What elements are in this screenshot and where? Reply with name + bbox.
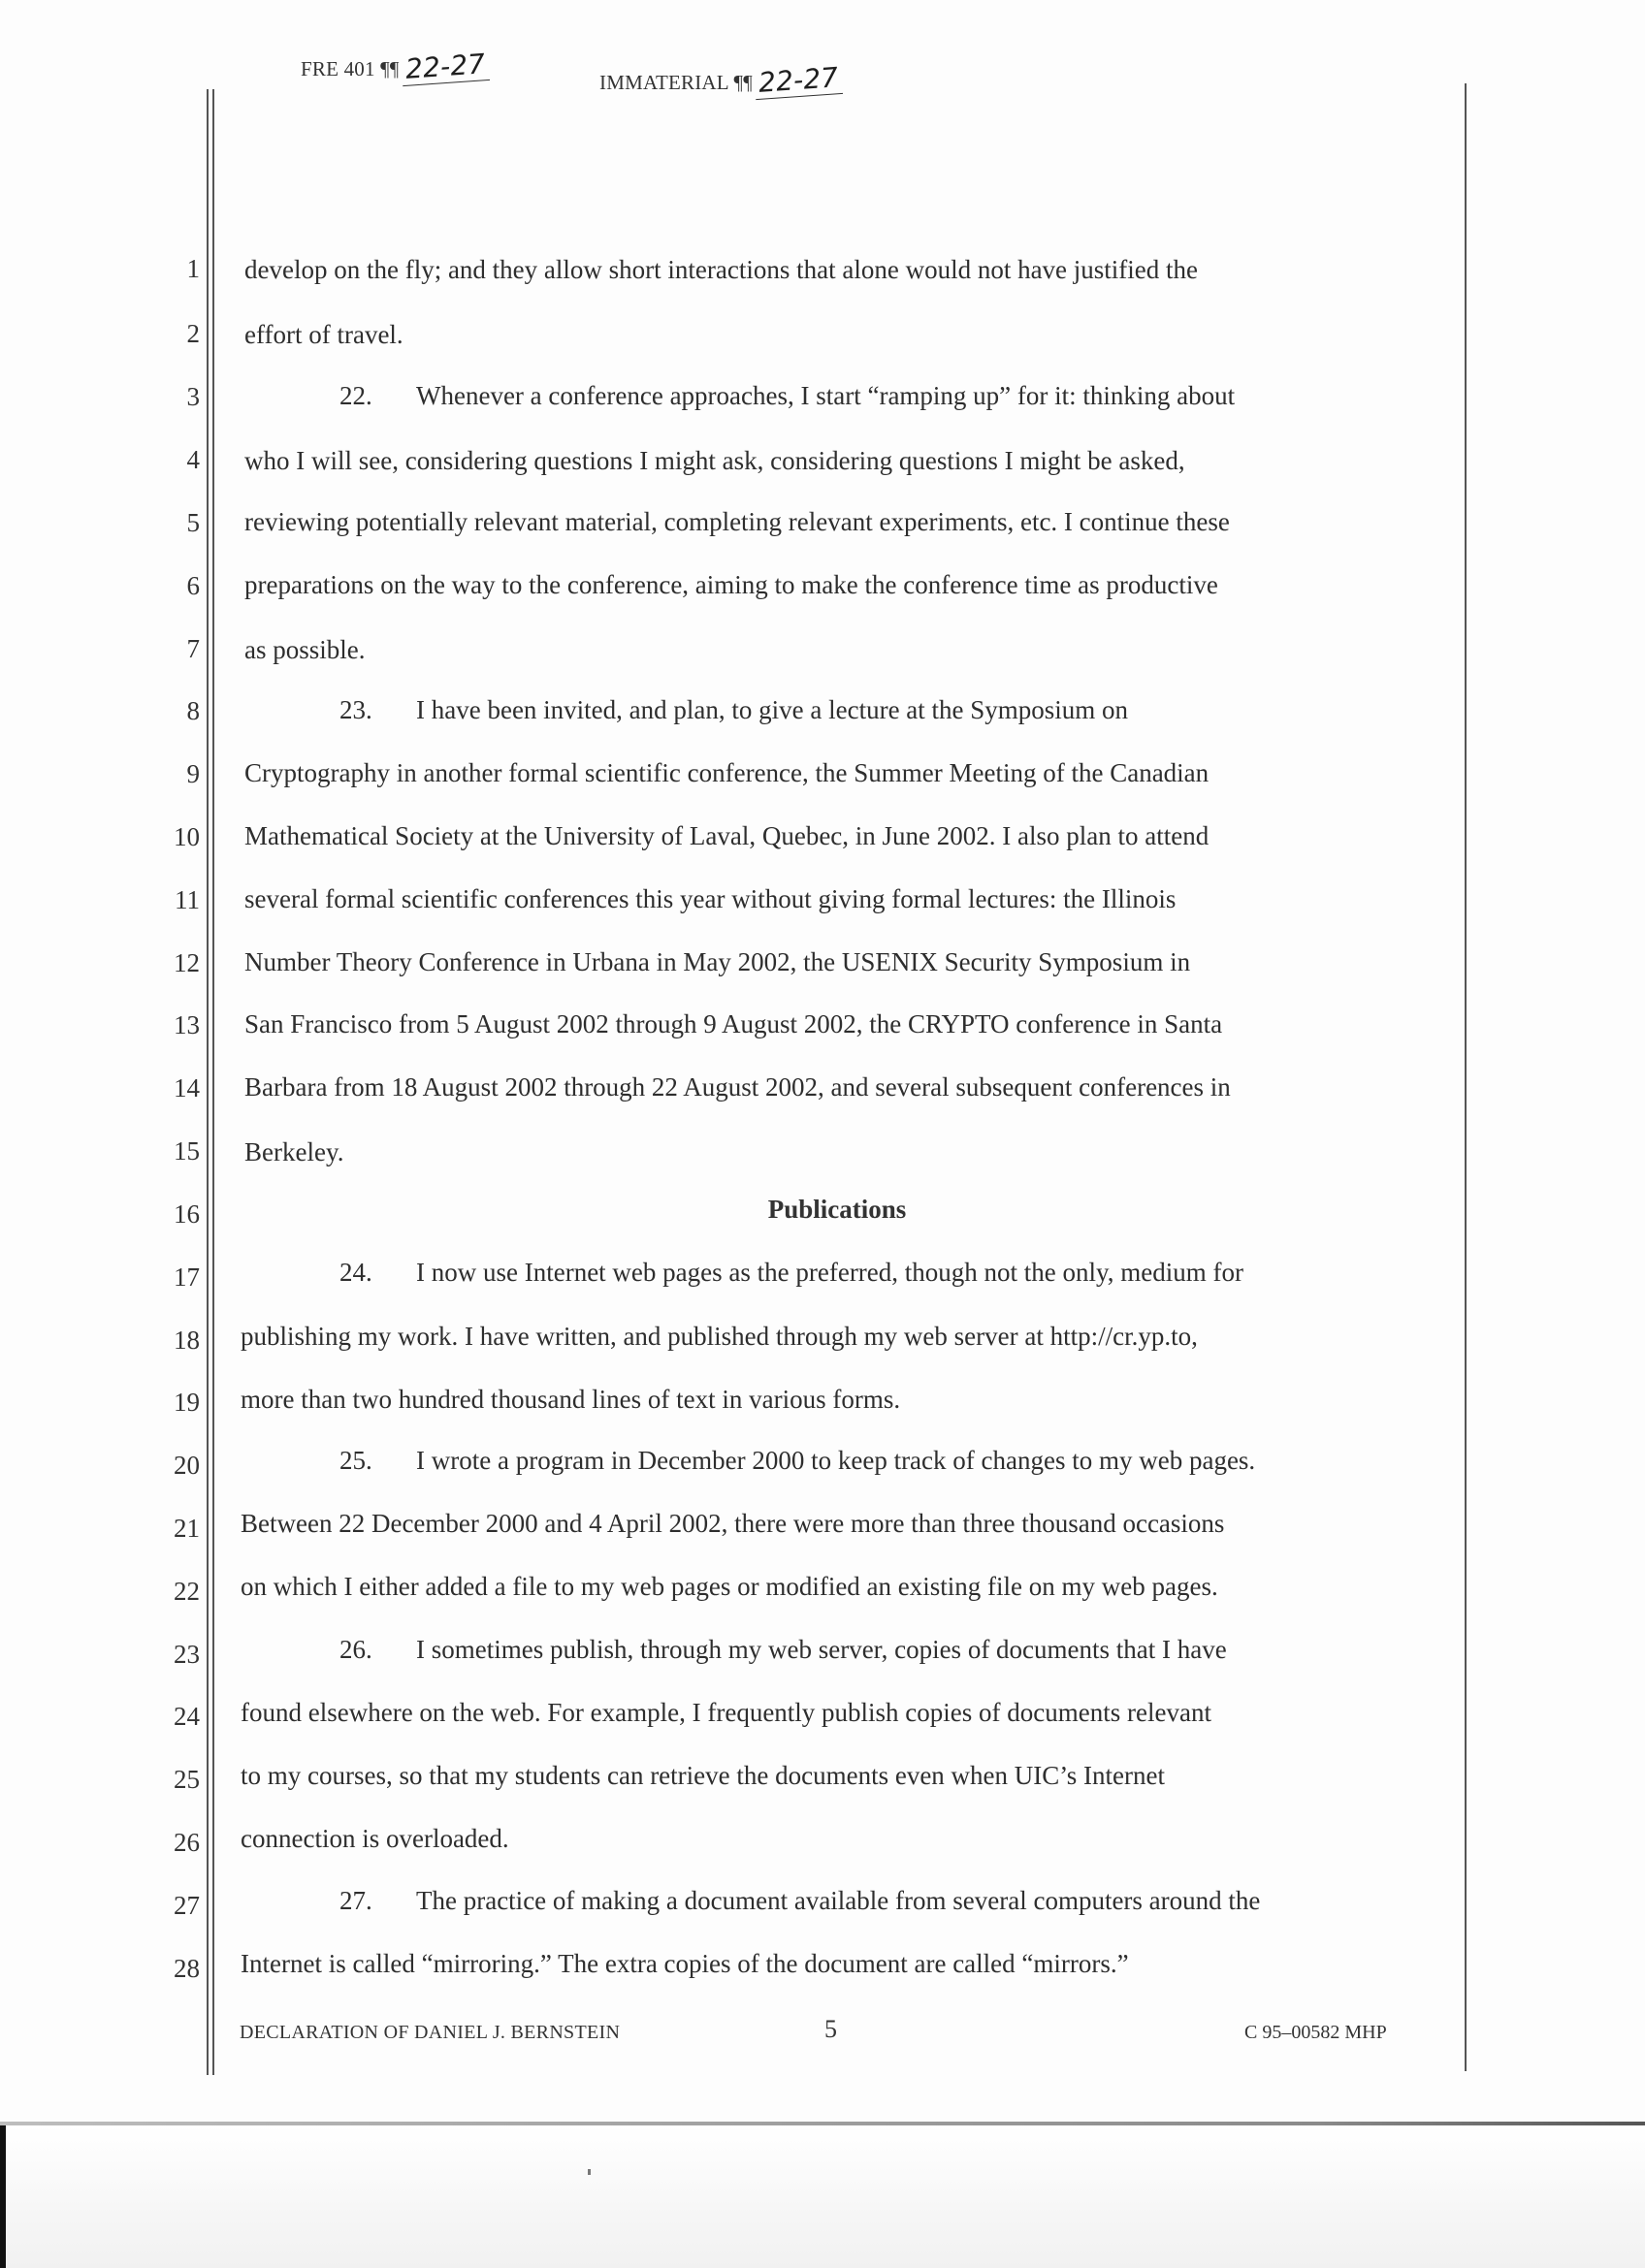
immaterial-label: IMMATERIAL ¶¶: [599, 71, 753, 94]
line-number: 16: [174, 1199, 200, 1229]
fre-401-stamp: [301, 50, 489, 83]
line-number: 24: [174, 1702, 200, 1731]
line-number: 17: [174, 1262, 200, 1292]
scanner-bed-area: [0, 2125, 1645, 2268]
line-number: 10: [174, 822, 200, 851]
left-margin-rule-outer: [207, 89, 209, 2075]
line-number: 2: [186, 319, 200, 348]
scanner-dark-border: [0, 2125, 6, 2268]
line-number: 4: [186, 445, 200, 474]
body-line: publishing my work. I have written, and published through my web server at http://cr.yp.to,: [241, 1322, 1198, 1351]
line-number: 28: [174, 1954, 200, 1983]
body-line: Berkeley.: [244, 1137, 344, 1166]
line-number: 11: [175, 885, 200, 914]
line-number: 21: [174, 1514, 200, 1543]
immaterial-stamp: [599, 61, 842, 99]
line-number: 5: [186, 508, 200, 537]
body-line: San Francisco from 5 August 2002 through 9 August 2002, the CRYPTO conference in Santa: [244, 1009, 1223, 1038]
body-line: who I will see, considering questions I might ask, considering questions I might be asked,: [244, 446, 1185, 475]
paragraph-24-start: 24. I now use Internet web pages as the preferred, though not the only, medium for: [339, 1258, 1243, 1287]
paragraph-25-start: 25. I wrote a program in December 2000 to keep track of changes to my web pages.: [339, 1446, 1256, 1475]
line-number: 27: [174, 1891, 200, 1920]
footer-page-number: 5: [824, 2015, 837, 2043]
body-line: connection is overloaded.: [241, 1824, 509, 1853]
body-line: Mathematical Society at the University of Laval, Quebec, in June 2002. I also plan to attend: [244, 821, 1210, 850]
line-number: 26: [174, 1828, 200, 1857]
body-line: Internet is called “mirroring.” The extra copies of the document are called “mirrors.”: [241, 1949, 1129, 1978]
paragraph-number: 26.: [339, 1635, 372, 1664]
body-line: Barbara from 18 August 2002 through 22 August 2002, and several subsequent conferences in: [244, 1072, 1231, 1102]
section-heading-publications: Publications: [767, 1195, 907, 1224]
line-number: 23: [174, 1640, 200, 1669]
line-number: 9: [186, 759, 200, 788]
line-number: 19: [174, 1388, 200, 1417]
line-number: 13: [174, 1010, 200, 1039]
body-line: preparations on the way to the conference, aiming to make the conference time as productive: [244, 570, 1218, 599]
paragraph-23-start: 23. I have been invited, and plan, to give a lecture at the Symposium on: [339, 695, 1129, 724]
body-line: Between 22 December 2000 and 4 April 2002, there were more than three thousand occasions: [241, 1509, 1225, 1538]
paragraph-number: 27.: [339, 1886, 372, 1915]
fre-401-handwritten-range: 22-27: [400, 48, 490, 86]
body-line: several formal scientific conferences this year without giving formal lectures: the Illinois: [244, 884, 1177, 913]
body-line: on which I either added a file to my web pages or modified an existing file on my web pages.: [241, 1572, 1218, 1601]
body-line: develop on the fly; and they allow short interactions that alone would not have justified the: [244, 255, 1199, 284]
paragraph-number: 22.: [339, 381, 372, 410]
line-number: 12: [174, 948, 200, 977]
scan-speck: [588, 2169, 591, 2175]
paragraph-number: 25.: [339, 1446, 372, 1475]
fre-401-label: FRE 401 ¶¶: [301, 57, 400, 80]
right-margin-rule: [1465, 83, 1467, 2071]
line-number: 8: [186, 696, 200, 725]
immaterial-handwritten-range: 22-27: [754, 61, 844, 100]
footer-document-title: DECLARATION OF DANIEL J. BERNSTEIN: [240, 2022, 621, 2043]
line-number: 15: [174, 1136, 200, 1166]
body-line: Cryptography in another formal scientific conference, the Summer Meeting of the Canadian: [244, 758, 1210, 787]
line-number: 6: [186, 571, 200, 600]
line-number: 20: [174, 1451, 200, 1480]
line-number: 18: [174, 1326, 200, 1355]
line-number: 25: [174, 1765, 200, 1794]
footer-case-number: C 95–00582 MHP: [1244, 2022, 1387, 2043]
line-number: 14: [174, 1073, 200, 1102]
line-number: 3: [186, 382, 200, 411]
body-line: found elsewhere on the web. For example, I frequently publish copies of documents relevant: [241, 1698, 1211, 1727]
body-line: more than two hundred thousand lines of text in various forms.: [241, 1385, 901, 1414]
line-number: 22: [174, 1577, 200, 1606]
body-line: reviewing potentially relevant material, completing relevant experiments, etc. I continue these: [244, 507, 1230, 536]
paragraph-22-start: 22. Whenever a conference approaches, I start “ramping up” for it: thinking about: [339, 381, 1236, 410]
body-line: effort of travel.: [244, 320, 403, 349]
paragraph-27-start: 27. The practice of making a document available from several computers around the: [339, 1886, 1261, 1915]
line-number: 7: [186, 634, 200, 663]
paragraph-number: 23.: [339, 695, 372, 724]
line-number: 1: [186, 254, 200, 283]
body-line: Number Theory Conference in Urbana in May 2002, the USENIX Security Symposium in: [244, 947, 1191, 976]
left-margin-rule-inner: [212, 89, 214, 2075]
paragraph-26-start: 26. I sometimes publish, through my web server, copies of documents that I have: [339, 1635, 1227, 1664]
paragraph-number: 24.: [339, 1258, 372, 1287]
body-line: to my courses, so that my students can retrieve the documents even when UIC’s Internet: [241, 1761, 1166, 1790]
body-line: as possible.: [244, 635, 366, 664]
